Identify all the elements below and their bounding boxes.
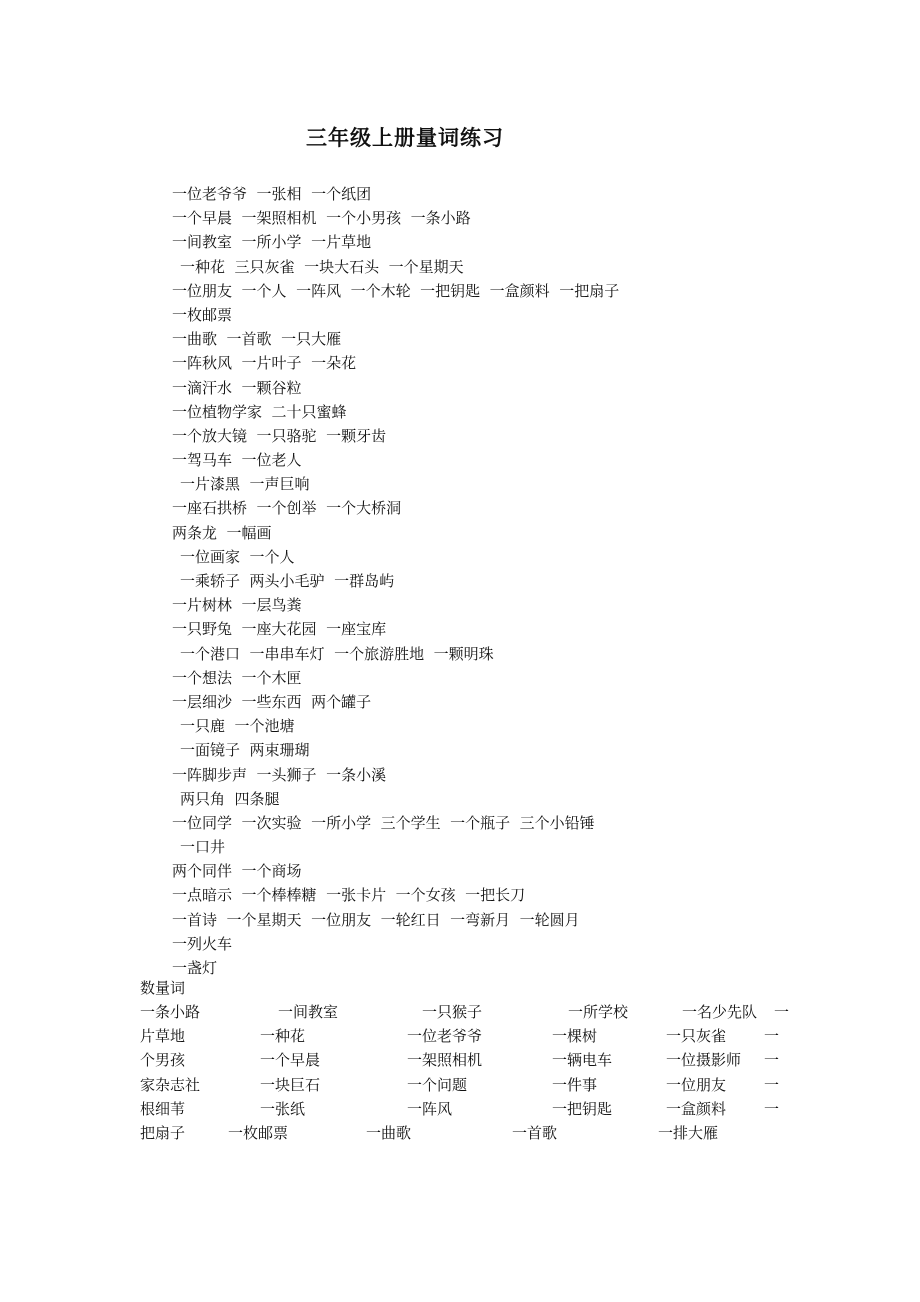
- phrase-line: 一位画家 一个人: [180, 547, 295, 566]
- phrase-line: 一只野兔 一座大花园 一座宝库: [172, 620, 387, 639]
- grid-cell: 一位朋友: [666, 1075, 727, 1094]
- grid-cell: 一张纸: [260, 1099, 306, 1118]
- phrase-line: 一个港口 一串串车灯 一个旅游胜地 一颗明珠: [180, 644, 494, 663]
- phrase-line: 一阵秋风 一片叶子 一朵花: [172, 354, 357, 373]
- grid-cell: 片草地: [140, 1027, 186, 1046]
- grid-cell: 一排大雁: [658, 1123, 719, 1142]
- grid-cell: 一种花: [260, 1027, 306, 1046]
- grid-row: [140, 1073, 800, 1097]
- phrase-grid: [140, 1000, 800, 1145]
- grid-cell: 一所学校: [568, 1003, 629, 1021]
- grid-row: [140, 1024, 800, 1048]
- phrase-line: 一位老爷爷 一张相 一个纸团: [172, 185, 372, 203]
- phrase-line: 一片漆黑 一声巨响: [180, 475, 310, 494]
- phrase-line: 一个放大镜 一只骆驼 一颗牙齿: [172, 426, 387, 445]
- grid-cell: 一首歌: [512, 1123, 558, 1142]
- phrase-list: [172, 182, 852, 980]
- phrase-line: 一口井: [180, 838, 226, 857]
- grid-cell: 一间教室: [278, 1003, 339, 1021]
- phrase-line: 一列火车: [172, 934, 233, 953]
- grid-row: [140, 1048, 800, 1072]
- grid-row: [140, 1000, 800, 1024]
- grid-cell: 一个早晨: [260, 1051, 321, 1070]
- phrase-line: 一驾马车 一位老人: [172, 451, 302, 470]
- grid-cell: 一: [774, 1003, 790, 1021]
- document-title: 三年级上册量词练习: [306, 125, 504, 150]
- phrase-line: 一滴汗水 一颗谷粒: [172, 378, 302, 397]
- grid-cell: 一: [764, 1027, 780, 1046]
- phrase-line: 一个早晨 一架照相机 一个小男孩 一条小路: [172, 209, 471, 228]
- grid-cell: 一条小路: [140, 1003, 201, 1021]
- grid-cell: 个男孩: [140, 1051, 186, 1070]
- grid-cell: 把扇子: [140, 1123, 186, 1142]
- phrase-line: 一乘轿子 两头小毛驴 一群岛屿: [180, 572, 395, 590]
- phrase-line: 两个同伴 一个商场: [172, 862, 302, 881]
- phrase-line: 一个想法 一个木匣: [172, 668, 302, 687]
- phrase-line: 两只角 四条腿: [180, 789, 280, 808]
- grid-cell: 一架照相机: [407, 1051, 483, 1070]
- phrase-line: 一只鹿 一个池塘: [180, 717, 295, 736]
- grid-cell: 一棵树: [552, 1027, 598, 1046]
- grid-cell: 一: [764, 1099, 780, 1118]
- phrase-line: 一位植物学家 二十只蜜蜂: [172, 402, 347, 421]
- phrase-line: 一位同学 一次实验 一所小学 三个学生 一个瓶子 三个小铅锤: [172, 813, 595, 832]
- phrase-line: 一种花 三只灰雀 一块大石头 一个星期天: [180, 257, 464, 276]
- grid-cell: 家杂志社: [140, 1075, 201, 1094]
- grid-cell: 一位老爷爷: [407, 1027, 483, 1046]
- grid-cell: 一: [764, 1075, 780, 1094]
- grid-cell: 根细苇: [140, 1099, 186, 1118]
- phrase-line: 一点暗示 一个棒棒糖 一张卡片 一个女孩 一把长刀: [172, 886, 526, 905]
- grid-cell: 一辆电车: [552, 1051, 613, 1070]
- section-label: 数量词: [140, 979, 186, 997]
- phrase-line: 两条龙 一幅画: [172, 523, 272, 542]
- grid-cell: 一位摄影师: [666, 1051, 742, 1070]
- phrase-line: 一首诗 一个星期天 一位朋友 一轮红日 一弯新月 一轮圆月: [172, 910, 580, 929]
- grid-cell: 一阵风: [407, 1099, 453, 1118]
- grid-cell: 一枚邮票: [228, 1123, 289, 1142]
- phrase-line: 一盏灯: [172, 959, 218, 977]
- phrase-line: 一枚邮票: [172, 305, 233, 324]
- grid-cell: 一只灰雀: [666, 1027, 727, 1046]
- phrase-line: 一片树林 一层鸟粪: [172, 596, 302, 615]
- phrase-line: 一面镜子 两束珊瑚: [180, 741, 310, 760]
- grid-cell: 一曲歌: [366, 1123, 412, 1142]
- grid-row: [140, 1097, 800, 1121]
- phrase-line: 一层细沙 一些东西 两个罐子: [172, 692, 372, 711]
- grid-cell: 一只猴子: [422, 1003, 483, 1021]
- grid-cell: 一件事: [552, 1075, 598, 1094]
- grid-cell: 一个问题: [407, 1075, 468, 1094]
- grid-cell: 一把钥匙: [552, 1099, 613, 1118]
- phrase-line: 一间教室 一所小学 一片草地: [172, 233, 372, 252]
- phrase-line: 一座石拱桥 一个创举 一个大桥洞: [172, 499, 402, 518]
- phrase-line: 一阵脚步声 一头狮子 一条小溪: [172, 765, 387, 784]
- phrase-line: 一位朋友 一个人 一阵风 一个木轮 一把钥匙 一盒颜料 一把扇子: [172, 281, 620, 300]
- grid-row: [140, 1121, 800, 1145]
- grid-cell: 一名少先队: [682, 1003, 758, 1021]
- phrase-line: 一曲歌 一首歌 一只大雁: [172, 330, 342, 349]
- grid-cell: 一盒颜料: [666, 1099, 727, 1118]
- grid-cell: 一块巨石: [260, 1075, 321, 1094]
- grid-cell: 一: [764, 1051, 780, 1070]
